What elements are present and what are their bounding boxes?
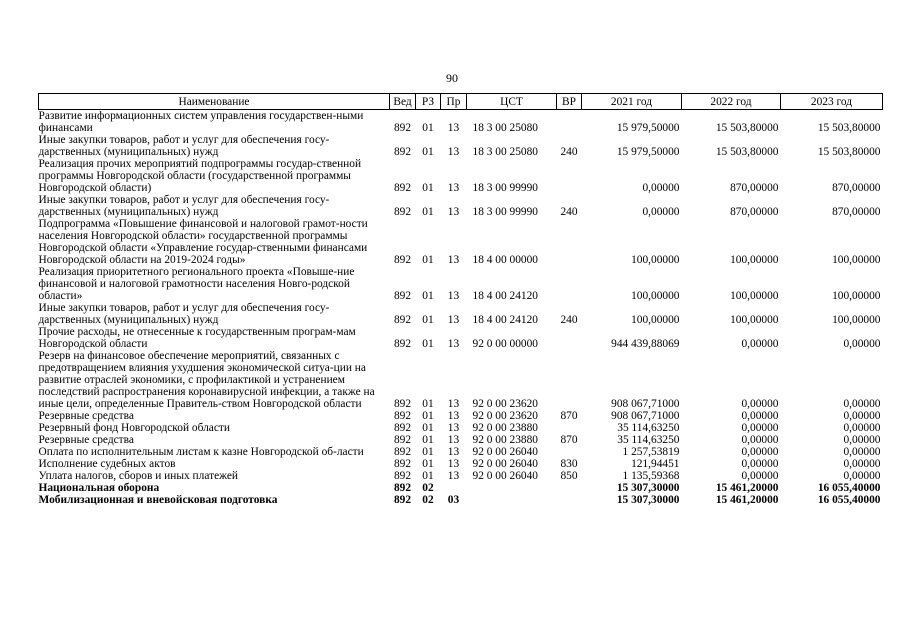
cell-2021: 0,00000 xyxy=(642,206,680,218)
cell-vr xyxy=(557,266,582,302)
cell-2021: 35 114,63250 xyxy=(617,422,680,434)
column-header-cst: ЦСТ xyxy=(467,94,557,110)
cell-ved: 892 xyxy=(393,458,412,470)
cell-name: Иные закупки товаров, работ и услуг для обеспечения госу-дарственных (муниципальных) нужд xyxy=(38,302,330,326)
cell-pr: 13 xyxy=(447,434,460,446)
cell-vr xyxy=(557,326,582,350)
cell-ved: 892 xyxy=(393,254,412,266)
cell-name: Уплата налогов, сборов и иных платежей xyxy=(38,470,238,482)
table-row xyxy=(39,422,883,434)
cell-ved: 892 xyxy=(393,122,412,134)
cell-name: Резервные средства xyxy=(38,410,134,422)
table-row xyxy=(39,470,883,482)
cell-vr: 830 xyxy=(560,458,578,470)
cell-name: Резервные средства xyxy=(38,434,134,446)
cell-ved: 892 xyxy=(393,398,412,410)
column-header-2023: 2023 год xyxy=(781,94,883,110)
cell-cst: 18 3 00 25080 xyxy=(472,146,538,158)
table-row xyxy=(39,410,883,422)
cell-rz: 01 xyxy=(422,182,434,194)
cell-cst: 92 0 00 26040 xyxy=(472,470,538,482)
cell-2023: 16 055,40000 xyxy=(817,482,881,494)
cell-vr xyxy=(557,422,582,434)
table-row xyxy=(39,218,883,266)
cell-2021: 908 067,71000 xyxy=(611,398,680,410)
cell-rz: 01 xyxy=(422,470,434,482)
cell-2022: 0,00000 xyxy=(741,410,779,422)
cell-2021: 100,00000 xyxy=(631,314,680,326)
cell-rz: 01 xyxy=(422,410,434,422)
column-header-vr: ВР xyxy=(557,94,582,110)
cell-2022: 0,00000 xyxy=(741,422,779,434)
cell-cst: 92 0 00 26040 xyxy=(472,458,538,470)
cell-pr: 13 xyxy=(447,458,460,470)
column-header-2022: 2022 год xyxy=(682,94,781,110)
column-header-ved: Вед xyxy=(390,94,416,110)
cell-vr: 240 xyxy=(560,314,578,326)
table-row xyxy=(39,134,883,158)
cell-pr: 13 xyxy=(447,290,460,302)
cell-rz: 02 xyxy=(422,482,434,494)
cell-2022: 0,00000 xyxy=(741,470,779,482)
cell-cst: 92 0 00 26040 xyxy=(472,446,538,458)
cell-2021: 35 114,63250 xyxy=(617,434,680,446)
cell-rz: 02 xyxy=(422,494,434,506)
cell-pr: 13 xyxy=(447,146,460,158)
cell-name: Реализация приоритетного регионального проекта «Повыше-ние финансовой и налоговой грамотности населения Новго-родской области» xyxy=(38,266,355,302)
cell-2022: 0,00000 xyxy=(741,338,779,350)
cell-rz: 01 xyxy=(422,458,434,470)
cell-2021: 100,00000 xyxy=(631,254,680,266)
cell-pr: 13 xyxy=(447,206,460,218)
cell-vr xyxy=(557,158,582,194)
cell-2022: 15 503,80000 xyxy=(715,122,779,134)
page-number: 90 xyxy=(446,71,458,85)
cell-ved: 892 xyxy=(393,314,412,326)
table-row xyxy=(39,302,883,326)
cell-vr xyxy=(557,482,582,494)
cell-ved: 892 xyxy=(393,422,412,434)
cell-cst xyxy=(467,494,557,506)
cell-vr xyxy=(557,446,582,458)
cell-name: Иные закупки товаров, работ и услуг для обеспечения госу-дарственных (муниципальных) нужд xyxy=(38,134,330,158)
cell-pr: 13 xyxy=(447,446,460,458)
cell-2022: 870,00000 xyxy=(730,182,779,194)
cell-cst: 18 3 00 99990 xyxy=(472,182,538,194)
column-header-rz: РЗ xyxy=(416,94,441,110)
table-header-row xyxy=(39,94,883,110)
cell-2023: 15 503,80000 xyxy=(817,122,881,134)
cell-2023: 100,00000 xyxy=(832,254,881,266)
cell-ved: 892 xyxy=(393,206,412,218)
cell-name: Реализация прочих мероприятий подпрограммы государ-ственной программы Новгородской области (государственной программы Новгородской области) xyxy=(38,158,362,194)
cell-rz: 01 xyxy=(422,422,434,434)
cell-pr: 13 xyxy=(447,338,460,350)
cell-name: Оплата по исполнительным листам к казне Новгородской об-ласти xyxy=(38,446,364,458)
cell-2022: 0,00000 xyxy=(741,434,779,446)
cell-2022: 15 461,20000 xyxy=(715,482,779,494)
cell-2023: 100,00000 xyxy=(832,314,881,326)
cell-rz: 01 xyxy=(422,434,434,446)
cell-pr: 03 xyxy=(447,494,460,506)
cell-vr: 870 xyxy=(560,434,578,446)
cell-2023: 16 055,40000 xyxy=(817,494,881,506)
cell-2022: 870,00000 xyxy=(730,206,779,218)
cell-2022: 0,00000 xyxy=(741,458,779,470)
budget-table xyxy=(38,93,883,506)
table-row xyxy=(39,194,883,218)
cell-2023: 870,00000 xyxy=(832,182,881,194)
cell-2022: 100,00000 xyxy=(730,314,779,326)
cell-vr: 240 xyxy=(560,146,578,158)
cell-vr: 870 xyxy=(560,410,578,422)
cell-2023: 100,00000 xyxy=(832,290,881,302)
column-header-pr: Пр xyxy=(441,94,467,110)
cell-2023: 0,00000 xyxy=(843,410,881,422)
cell-cst: 92 0 00 23880 xyxy=(472,434,538,446)
cell-2023: 15 503,80000 xyxy=(817,146,881,158)
cell-name: Прочие расходы, не отнесенные к государственным програм-мам Новгородской области xyxy=(38,326,356,350)
table-row xyxy=(39,350,883,410)
cell-name: Иные закупки товаров, работ и услуг для обеспечения госу-дарственных (муниципальных) нужд xyxy=(38,194,330,218)
cell-2021: 15 307,30000 xyxy=(616,482,680,494)
cell-pr: 13 xyxy=(447,122,460,134)
table-row xyxy=(39,482,883,494)
cell-rz: 01 xyxy=(422,446,434,458)
cell-cst: 92 0 00 23620 xyxy=(472,398,538,410)
cell-pr: 13 xyxy=(447,254,460,266)
cell-2022: 0,00000 xyxy=(741,446,779,458)
cell-rz: 01 xyxy=(422,122,434,134)
cell-name: Мобилизационная и вневойсковая подготовка xyxy=(38,494,278,506)
cell-2023: 0,00000 xyxy=(843,446,881,458)
cell-vr xyxy=(557,218,582,266)
cell-cst: 92 0 00 23620 xyxy=(472,410,538,422)
cell-vr xyxy=(557,350,582,410)
cell-pr: 13 xyxy=(447,182,460,194)
cell-rz: 01 xyxy=(422,206,434,218)
cell-ved: 892 xyxy=(393,410,412,422)
table-row xyxy=(39,326,883,350)
cell-2022: 15 503,80000 xyxy=(715,146,779,158)
cell-ved: 892 xyxy=(393,434,412,446)
cell-2021: 121,94451 xyxy=(631,458,680,470)
cell-vr: 240 xyxy=(560,206,578,218)
cell-pr: 13 xyxy=(447,398,460,410)
cell-rz: 01 xyxy=(422,338,434,350)
cell-name: Национальная оборона xyxy=(38,482,160,494)
cell-2023: 870,00000 xyxy=(832,206,881,218)
cell-2021: 15 307,30000 xyxy=(616,494,680,506)
cell-rz: 01 xyxy=(422,146,434,158)
cell-ved: 892 xyxy=(393,446,412,458)
cell-ved: 892 xyxy=(393,494,412,506)
cell-2023: 0,00000 xyxy=(843,398,881,410)
cell-rz: 01 xyxy=(422,398,434,410)
cell-cst: 18 4 00 00000 xyxy=(472,254,538,266)
column-header-name: Наименование xyxy=(39,94,390,110)
cell-rz: 01 xyxy=(422,314,434,326)
cell-2021: 944 439,88069 xyxy=(611,338,680,350)
cell-cst: 18 4 00 24120 xyxy=(472,314,538,326)
cell-cst: 92 0 00 00000 xyxy=(472,338,538,350)
cell-2021: 15 979,50000 xyxy=(616,146,680,158)
cell-2023: 0,00000 xyxy=(843,470,881,482)
cell-2021: 0,00000 xyxy=(642,182,680,194)
cell-vr: 850 xyxy=(560,470,578,482)
table-row xyxy=(39,458,883,470)
cell-rz: 01 xyxy=(422,254,434,266)
cell-pr: 13 xyxy=(447,314,460,326)
cell-2023: 0,00000 xyxy=(843,422,881,434)
cell-ved: 892 xyxy=(393,146,412,158)
table-row xyxy=(39,158,883,194)
cell-pr: 13 xyxy=(447,422,460,434)
table-row xyxy=(39,494,883,506)
cell-2021: 15 979,50000 xyxy=(616,122,680,134)
cell-pr: 13 xyxy=(447,410,460,422)
cell-cst: 18 3 00 25080 xyxy=(472,122,538,134)
cell-ved: 892 xyxy=(393,290,412,302)
cell-pr: 13 xyxy=(447,470,460,482)
table-row xyxy=(39,446,883,458)
cell-vr xyxy=(557,494,582,506)
table-row xyxy=(39,110,883,135)
cell-ved: 892 xyxy=(393,482,412,494)
cell-2023: 0,00000 xyxy=(843,338,881,350)
cell-2022: 100,00000 xyxy=(730,290,779,302)
cell-2021: 100,00000 xyxy=(631,290,680,302)
cell-2021: 1 257,53819 xyxy=(622,446,680,458)
cell-cst: 18 3 00 99990 xyxy=(472,206,538,218)
cell-rz: 01 xyxy=(422,290,434,302)
cell-2022: 0,00000 xyxy=(741,398,779,410)
table-row xyxy=(39,434,883,446)
cell-name: Резервный фонд Новгородской области xyxy=(38,422,230,434)
cell-2021: 908 067,71000 xyxy=(611,410,680,422)
cell-2021: 1 135,59368 xyxy=(622,470,680,482)
cell-name: Исполнение судебных актов xyxy=(38,458,176,470)
table-row xyxy=(39,266,883,302)
cell-2023: 0,00000 xyxy=(843,458,881,470)
cell-vr xyxy=(557,110,582,135)
table-body xyxy=(39,110,883,507)
cell-cst xyxy=(467,482,557,494)
cell-name: Развитие информационных систем управления государствен-ными финансами xyxy=(38,110,364,134)
cell-ved: 892 xyxy=(393,182,412,194)
cell-2023: 0,00000 xyxy=(843,434,881,446)
column-header-2021: 2021 год xyxy=(582,94,682,110)
cell-name: Подпрограмма «Повышение финансовой и налоговой грамот-ности населения Новгородской области» государственной программы Новгородской области «Управление государ-ственными финансами Новгородской области на 2019-2024 годы» xyxy=(38,218,368,266)
cell-2022: 100,00000 xyxy=(730,254,779,266)
cell-pr xyxy=(441,482,467,494)
cell-cst: 92 0 00 23880 xyxy=(472,422,538,434)
cell-cst: 18 4 00 24120 xyxy=(472,290,538,302)
cell-ved: 892 xyxy=(393,338,412,350)
cell-ved: 892 xyxy=(393,470,412,482)
cell-name: Резерв на финансовое обеспечение мероприятий, связанных с предотвращением влияния ухудшения экономической ситуа-ции на развитие отраслей экономики, с профилактикой и устранением последствий распространения коронавирусной инфекции, а также на иные цели, определенные Правитель-ством Новгородской области xyxy=(38,350,375,410)
cell-2022: 15 461,20000 xyxy=(715,494,779,506)
